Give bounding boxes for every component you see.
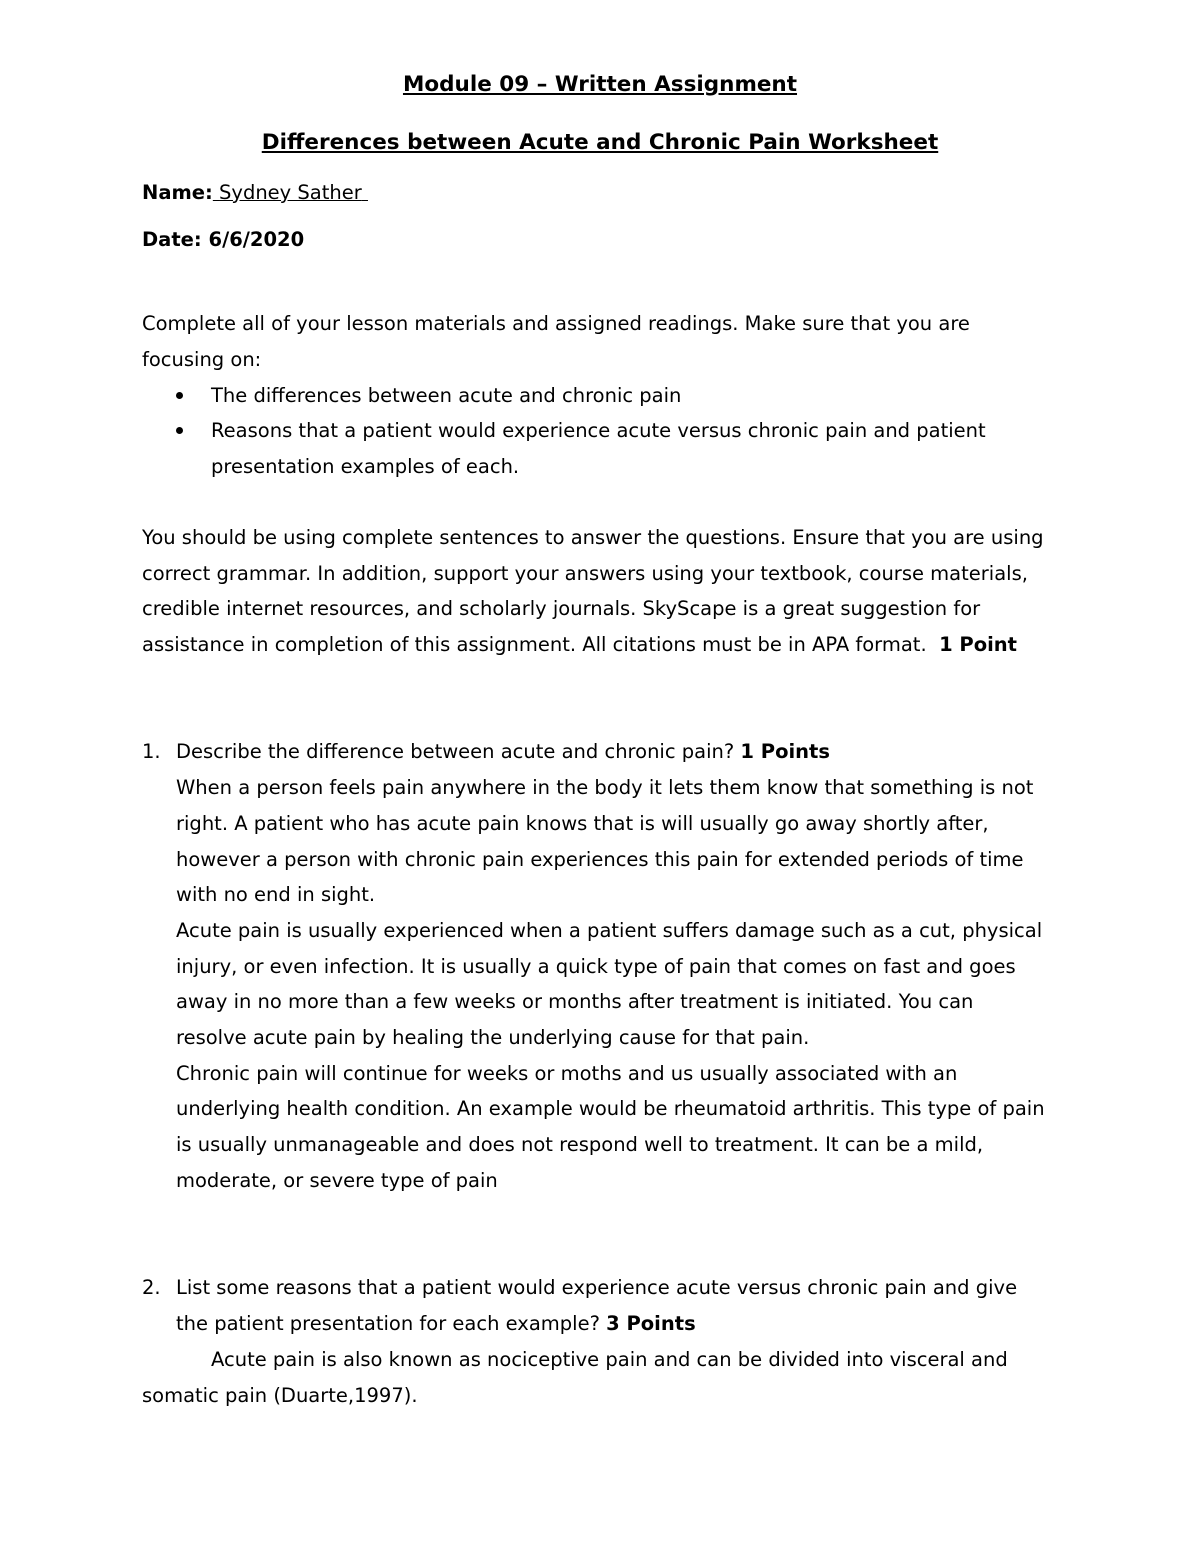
instructions-line-4: assistance in completion of this assignment. All citations must be in APA format. 1 Point: [142, 633, 1017, 656]
bullet-2-line-1: Reasons that a patient would experience acute versus chronic pain and patient: [211, 419, 986, 442]
instructions-line-1: You should be using complete sentences to answer the questions. Ensure that you are using: [142, 526, 1044, 549]
name-value: Sydney Sather: [219, 181, 362, 204]
answer-1-line: When a person feels pain anywhere in the body it lets them know that something is not: [176, 776, 1034, 799]
instructions-points: 1 Point: [939, 633, 1017, 656]
worksheet-title: Differences between Acute and Chronic Pain Worksheet: [261, 130, 939, 155]
module-title: Module 09 – Written Assignment: [402, 72, 798, 97]
answer-2-line: somatic pain (Duarte,1997).: [142, 1384, 418, 1407]
question-1-number: 1.: [142, 740, 161, 763]
date-field: [142, 228, 304, 251]
question-2-prompt-line-1: List some reasons that a patient would experience acute versus chronic pain and give: [176, 1276, 1018, 1299]
answer-1-line: however a person with chronic pain experiences this pain for extended periods of time: [176, 848, 1024, 871]
bullet-2-line-2: presentation examples of each.: [211, 455, 520, 478]
answer-1-line: away in no more than a few weeks or months after treatment is initiated. You can: [176, 990, 974, 1013]
answer-1-line: Chronic pain will continue for weeks or moths and us usually associated with an: [176, 1062, 958, 1085]
answer-1-line: moderate, or severe type of pain: [176, 1169, 498, 1192]
instructions-line-3: credible internet resources, and scholarly journals. SkyScape is a great suggestion for: [142, 597, 981, 620]
question-2-prompt-line-2: the patient presentation for each example? 3 Points: [176, 1312, 696, 1335]
bullet-icon: [176, 392, 183, 399]
name-label: Name:: [142, 181, 213, 204]
answer-1-line: resolve acute pain by healing the underlying cause for that pain.: [176, 1026, 810, 1049]
intro-line-2: focusing on:: [142, 348, 262, 371]
answer-1-line: right. A patient who has acute pain knows that is will usually go away shortly after,: [176, 812, 989, 835]
answer-1-line: underlying health condition. An example would be rheumatoid arthritis. This type of pain: [176, 1097, 1045, 1120]
answer-1-line: Acute pain is usually experienced when a patient suffers damage such as a cut, physical: [176, 919, 1043, 942]
question-1-prompt: Describe the difference between acute and chronic pain? 1 Points: [176, 740, 830, 763]
answer-1-line: is usually unmanageable and does not respond well to treatment. It can be a mild,: [176, 1133, 984, 1156]
bullet-1-line-1: The differences between acute and chronic pain: [211, 384, 682, 407]
question-2-points: 3 Points: [606, 1312, 696, 1335]
answer-1-line: with no end in sight.: [176, 883, 376, 906]
name-field: [142, 181, 368, 204]
date-label: Date:: [142, 228, 202, 251]
answer-2-line: Acute pain is also known as nociceptive pain and can be divided into visceral and: [211, 1348, 1008, 1371]
bullet-icon: [176, 427, 183, 434]
answer-1-line: injury, or even infection. It is usually a quick type of pain that comes on fast and goes: [176, 955, 1016, 978]
intro-line-1: Complete all of your lesson materials and assigned readings. Make sure that you are: [142, 312, 970, 335]
instructions-line-2: correct grammar. In addition, support your answers using your textbook, course materials,: [142, 562, 1028, 585]
date-value: 6/6/2020: [208, 228, 305, 251]
question-1-points: 1 Points: [740, 740, 830, 763]
question-2-number: 2.: [142, 1276, 161, 1299]
